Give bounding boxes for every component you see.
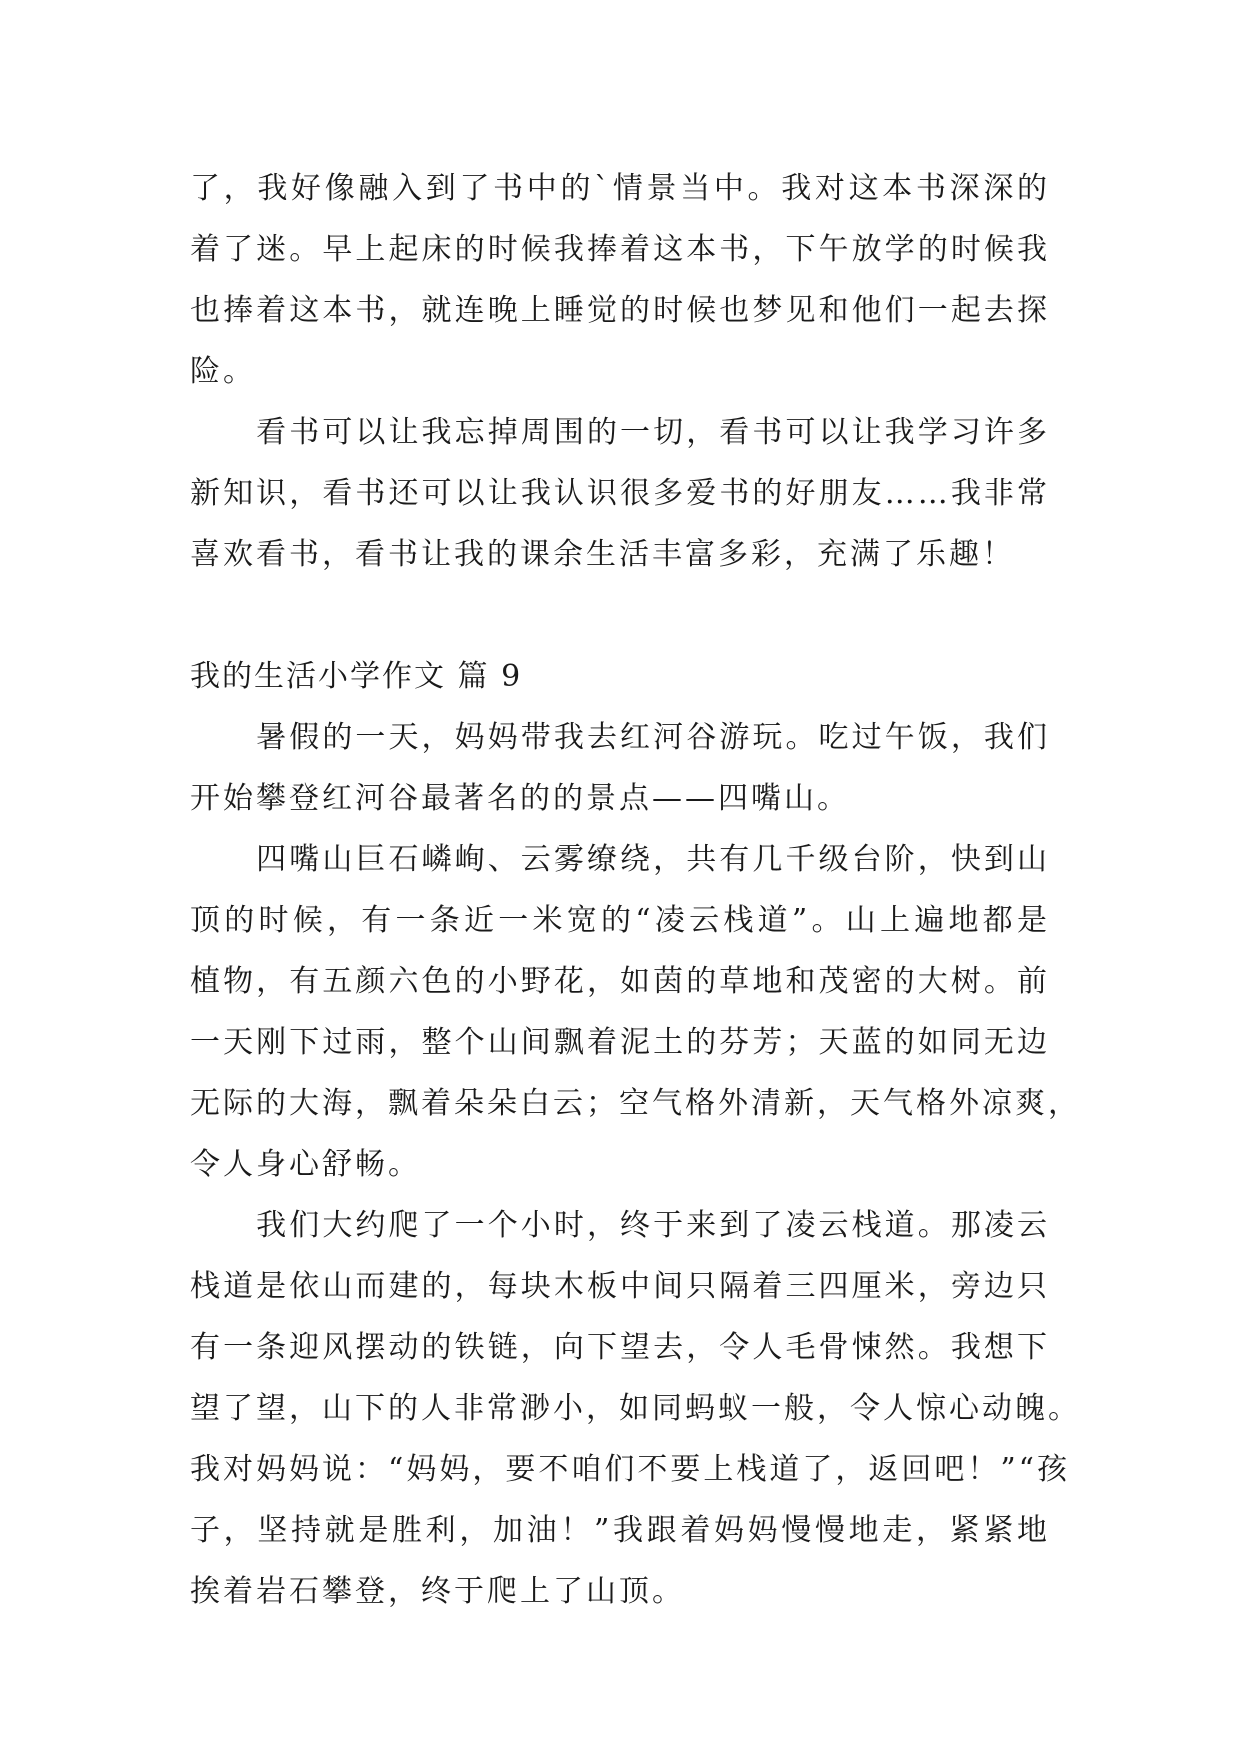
paragraph-climb: [190, 1195, 1081, 1622]
text-line: 也捧着这本书，就连晚上睡觉的时候也梦见和他们一起去探: [190, 293, 1050, 328]
text-line: 我们大约爬了一个小时，终于来到了凌云栈道。那凌云: [190, 1208, 1050, 1243]
text-line: 开始攀登红河谷最著名的的景点——四嘴山。: [190, 781, 850, 816]
text-line: 栈道是依山而建的，每块木板中间只隔着三四厘米，旁边只: [190, 1269, 1050, 1304]
text-line: 着了迷。早上起床的时候我捧着这本书，下午放学的时候我: [190, 232, 1050, 267]
text-line: 令人身心舒畅。: [190, 1147, 421, 1182]
document-body: [190, 158, 1081, 1622]
text-line: 看书可以让我忘掉周围的一切，看书可以让我学习许多: [190, 415, 1050, 450]
section-spacer: [190, 585, 1050, 646]
text-line: 有一条迎风摆动的铁链，向下望去，令人毛骨悚然。我想下: [190, 1330, 1050, 1365]
text-line: 四嘴山巨石嶙峋、云雾缭绕，共有几千级台阶，快到山: [190, 842, 1050, 877]
text-line: 子，坚持就是胜利，加油！”我跟着妈妈慢慢地走，紧紧地: [190, 1513, 1050, 1548]
text-line: 喜欢看书，看书让我的课余生活丰富多彩，充满了乐趣！: [190, 537, 1015, 572]
text-line: 新知识，看书还可以让我认识很多爱书的好朋友……我非常: [190, 476, 1050, 511]
section-heading: 我的生活小学作文 篇 9: [190, 659, 523, 694]
text-line: 暑假的一天，妈妈带我去红河谷游玩。吃过午饭，我们: [190, 720, 1050, 755]
text-line: 挨着岩石攀登，终于爬上了山顶。: [190, 1574, 685, 1609]
paragraph-continuation: [190, 158, 1050, 402]
paragraph-mountain: [190, 829, 1081, 1195]
text-line: 我对妈妈说：“妈妈，要不咱们不要上栈道了，返回吧！”“孩: [190, 1452, 1071, 1487]
paragraph-summer: [190, 707, 1050, 829]
text-line: 植物，有五颜六色的小野花，如茵的草地和茂密的大树。前: [190, 964, 1050, 999]
text-line: 了，我好像融入到了书中的`情景当中。我对这本书深深的: [190, 171, 1050, 206]
text-line: 无际的大海，飘着朵朵白云；空气格外清新，天气格外凉爽，: [190, 1086, 1081, 1121]
text-line: 险。: [190, 354, 256, 389]
text-line: 望了望，山下的人非常渺小，如同蚂蚁一般，令人惊心动魄。: [190, 1391, 1081, 1426]
paragraph-reading: [190, 402, 1050, 585]
text-line: 一天刚下过雨，整个山间飘着泥土的芬芳；天蓝的如同无边: [190, 1025, 1050, 1060]
text-line: 顶的时候，有一条近一米宽的“凌云栈道”。山上遍地都是: [190, 903, 1050, 938]
